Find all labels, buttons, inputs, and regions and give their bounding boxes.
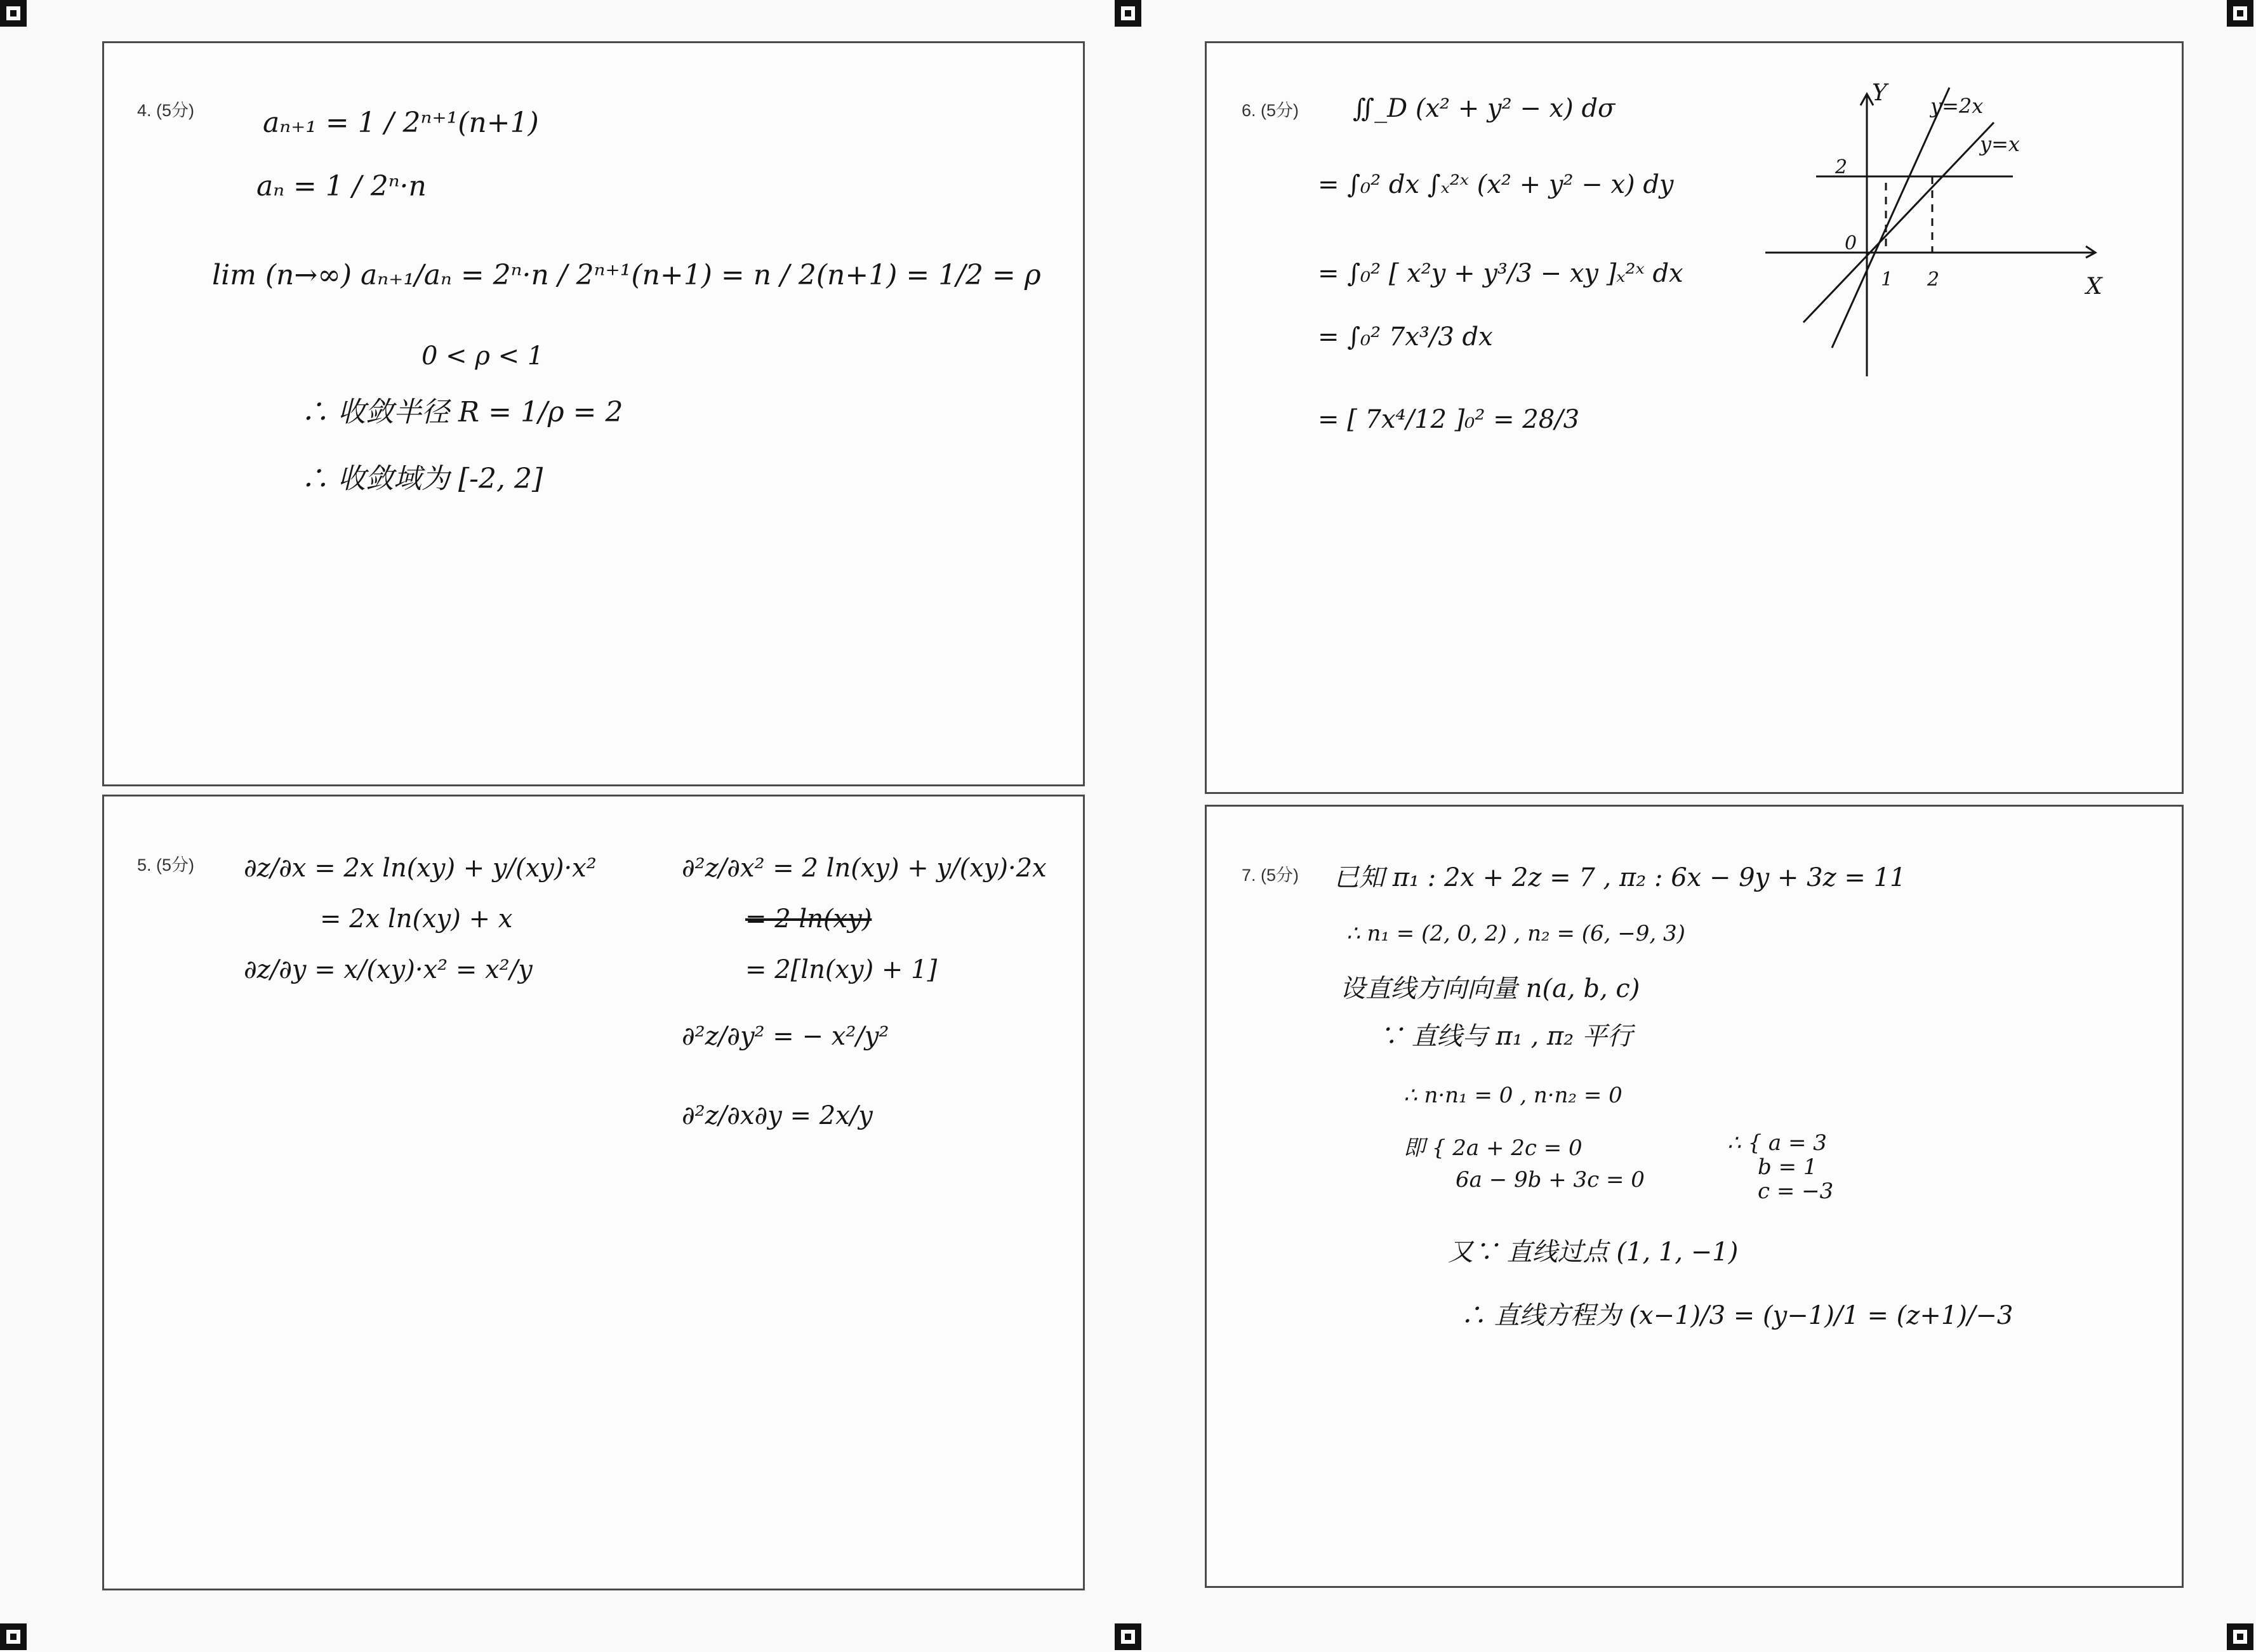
answer-line: = ∫₀² [ x²y + y³/3 − xy ]ₓ²ˣ dx (1318, 259, 1683, 288)
corner-marker-top-left (0, 0, 27, 27)
answer-line: 0 < ρ < 1 (421, 341, 544, 371)
answer-line: ∂²z/∂x² = 2 ln(xy) + y/(xy)·2x (682, 854, 1047, 883)
answer-line: 已知 π₁ : 2x + 2z = 7 , π₂ : 6x − 9y + 3z = 11 (1334, 863, 1906, 892)
answer-line: 又∵ 直线过点 (1, 1, −1) (1448, 1238, 1739, 1267)
answer-box-q5 (102, 795, 1085, 1590)
answer-line: = ∫₀² 7x³/3 dx (1318, 322, 1493, 352)
answer-line: 即 { 2a + 2c = 0 (1403, 1135, 1583, 1161)
answer-line: ∂²z/∂y² = − x²/y² (682, 1022, 889, 1051)
y-axis-label: Y (1872, 80, 1887, 106)
answer-line: ∬_D (x² + y² − x) dσ (1353, 94, 1616, 123)
answer-box-q4 (102, 41, 1085, 786)
answer-line: = [ 7x⁴/12 ]₀² = 28/3 (1318, 405, 1580, 434)
answer-line: ∴ { a = 3 (1727, 1130, 1827, 1156)
x-axis-label: X (2086, 274, 2102, 300)
question-label: 7. (5分) (1242, 866, 1299, 885)
answer-line: = 2x ln(xy) + x (320, 904, 513, 934)
answer-line: lim (n→∞) aₙ₊₁/aₙ = 2ⁿ·n / 2ⁿ⁺¹(n+1) = n / 2(n+1) = 1/2 = ρ (212, 259, 1041, 291)
x-tick-2: 2 (1927, 268, 1940, 291)
answer-line: aₙ₊₁ = 1 / 2ⁿ⁺¹(n+1) (263, 107, 539, 139)
answer-line: ∴ 收敛域为 [-2, 2] (301, 463, 543, 495)
line-label-y-x: y=x (1980, 132, 2020, 156)
alignment-marker-top-center (1115, 0, 1141, 27)
answer-line: ∴ n·n₁ = 0 , n·n₂ = 0 (1403, 1083, 1622, 1108)
answer-line: ∴ 收敛半径 R = 1/ρ = 2 (301, 396, 623, 428)
alignment-marker-bottom-center (1115, 1623, 1141, 1650)
answer-line: ∂²z/∂x∂y = 2x/y (682, 1101, 873, 1130)
y-tick-2: 2 (1835, 156, 1848, 178)
struck-answer-line: = 2 ln(xy) (745, 904, 872, 934)
answer-line: ∵ 直线与 π₁ , π₂ 平行 (1378, 1022, 1633, 1051)
answer-line: c = −3 (1758, 1179, 1834, 1204)
x-tick-1: 1 (1881, 268, 1894, 291)
corner-marker-top-right (2227, 0, 2253, 27)
answer-box-q6 (1205, 41, 2184, 794)
answer-line: ∴ 直线方程为 (x−1)/3 = (y−1)/1 = (z+1)/−3 (1461, 1301, 2014, 1330)
answer-line: ∂z/∂x = 2x ln(xy) + y/(xy)·x² (244, 854, 597, 883)
answer-line: aₙ = 1 / 2ⁿ·n (256, 170, 427, 202)
corner-marker-bottom-right (2227, 1623, 2253, 1650)
line-label-y-2x: y=2x (1930, 94, 1984, 118)
origin-label: 0 (1845, 232, 1857, 254)
question-label: 6. (5分) (1242, 101, 1299, 120)
answer-line: b = 1 (1758, 1154, 1817, 1180)
answer-line: 设直线方向向量 n(a, b, c) (1340, 974, 1640, 1003)
answer-line: ∂z/∂y = x/(xy)·x² = x²/y (244, 955, 533, 984)
answer-line: 6a − 9b + 3c = 0 (1456, 1167, 1645, 1193)
answer-line: = ∫₀² dx ∫ₓ²ˣ (x² + y² − x) dy (1318, 170, 1674, 199)
answer-line: ∴ n₁ = (2, 0, 2) , n₂ = (6, −9, 3) (1346, 921, 1685, 946)
answer-box-q7 (1205, 805, 2184, 1588)
question-label: 5. (5分) (137, 856, 195, 875)
corner-marker-bottom-left (0, 1623, 27, 1650)
answer-line: = 2[ln(xy) + 1] (745, 955, 938, 984)
question-label: 4. (5分) (137, 101, 195, 120)
region-sketch (1740, 56, 2121, 386)
